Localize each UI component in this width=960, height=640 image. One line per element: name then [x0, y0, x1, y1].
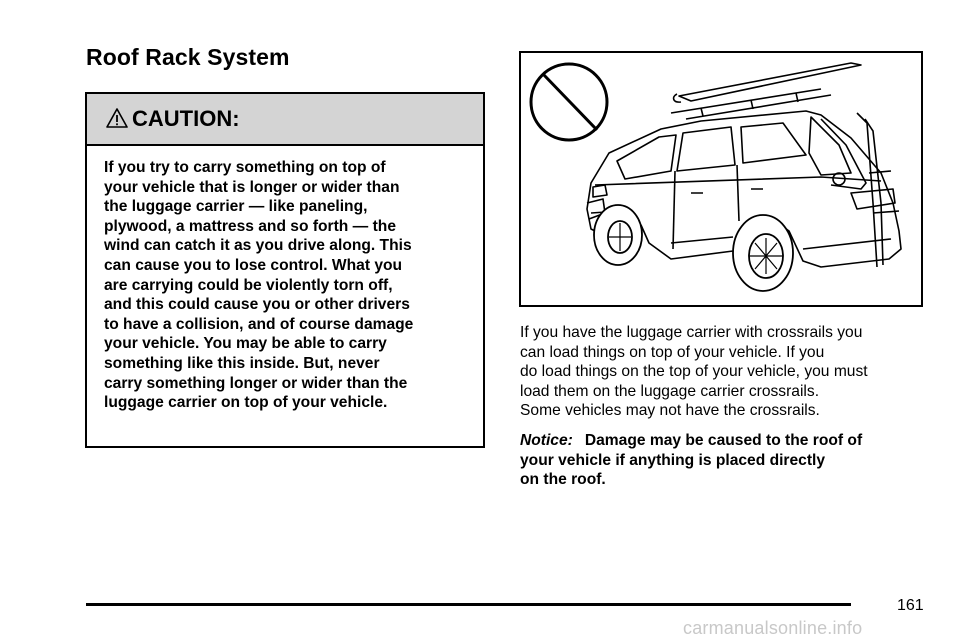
caution-line: your vehicle that is longer or wider than: [104, 178, 400, 196]
notice-first-line: [520, 431, 935, 451]
caution-header: [87, 94, 483, 146]
caution-line: carry something longer or wider than the: [104, 374, 408, 392]
prohibition-icon: [531, 64, 607, 140]
caution-line: your vehicle. You may be able to carry: [104, 335, 387, 353]
caution-line: If you try to carry something on top of: [104, 159, 386, 176]
caution-line: something like this inside. But, never: [104, 354, 380, 372]
notice-label: Notice:: [520, 432, 573, 449]
caution-box: [85, 92, 485, 448]
caution-text: [87, 146, 483, 413]
caution-line: to have a collision, and of course damage: [104, 315, 414, 333]
body-line: Some vehicles may not have the crossrails.: [520, 402, 820, 420]
caution-line: the luggage carrier — like paneling,: [104, 198, 368, 216]
warning-triangle-icon: [106, 107, 128, 129]
section-title: Roof Rack System: [86, 44, 290, 70]
notice-line: your vehicle if anything is placed directly: [520, 451, 826, 469]
notice-line: Damage may be caused to the roof of: [584, 432, 863, 449]
caution-line: wind can catch it as you drive along. This: [104, 237, 412, 255]
caution-line: and this could cause you or other drivers: [104, 296, 410, 314]
body-line: can load things on top of your vehicle. If you: [520, 343, 825, 361]
footer-rule: [86, 603, 851, 606]
caution-line: can cause you to lose control. What you: [104, 256, 403, 274]
notice-paragraph: [520, 431, 935, 490]
body-paragraph: [520, 323, 935, 421]
body-line: do load things on the top of your vehicle, you must: [520, 363, 868, 381]
watermark: carmanualsonline.info: [683, 618, 863, 638]
caution-title: CAUTION:: [132, 106, 240, 131]
vehicle-roof-rack-drawing: [521, 53, 921, 305]
body-line: If you have the luggage carrier with crossrails you: [520, 324, 863, 341]
caution-line: luggage carrier on top of your vehicle.: [104, 394, 388, 412]
caution-line: are carrying could be violently torn off,: [104, 276, 393, 294]
notice-line: on the roof.: [520, 471, 606, 489]
body-line: load them on the luggage carrier crossrails.: [520, 382, 820, 400]
caution-line: plywood, a mattress and so forth — the: [104, 217, 396, 235]
vehicle-illustration: [519, 51, 923, 307]
page-number: 161: [897, 597, 924, 614]
